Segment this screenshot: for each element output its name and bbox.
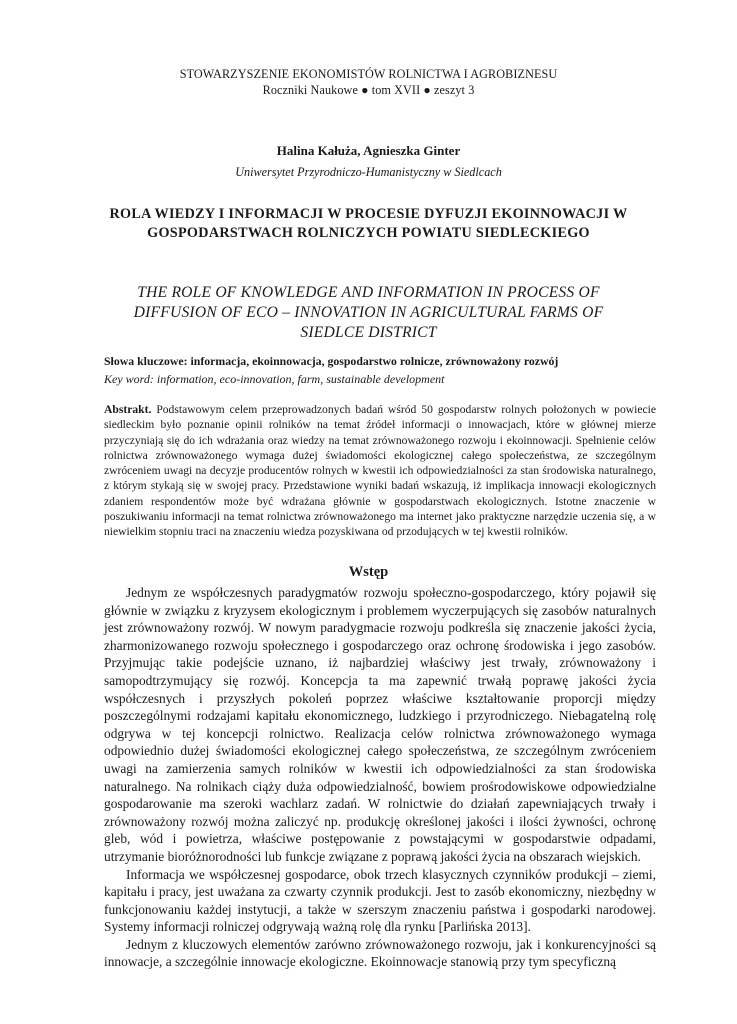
paragraph: Informacja we współczesnej gospodarce, obok trzech klasycznych czynników produkcji – ziemi, kapitału i pracy, jest uważana za czwarty czynnik produkcji. Jest to zasób ekonomiczny, niezbędny w funkcjonowaniu każdej instytucji, a także w szerszym znaczeniu państwa i gospodarki narodowej. Systemy informacji rolniczej odgrywają ważną rolę dla rynku [Parlińska 2013]. [104, 866, 656, 935]
keywords-polish: Słowa kluczowe: informacja, ekoinnowacja, gospodarstwo rolnicze, zrównoważony rozwój [104, 354, 559, 368]
abstract [104, 402, 656, 540]
journal-header [0, 66, 737, 98]
body-text [104, 584, 656, 971]
paragraph: Jednym ze współczesnych paradygmatów rozwoju społeczno-gospodarczego, który pojawił się głównie w związku z kryzysem ekologicznym i problemem wyczerpujących się zasobów naturalnych jest zrównoważony rozwój. W nowym paradygmacie rozwoju podkreśla się znaczenie jakości życia, zharmonizowanego rozwoju społecznego i gospodarczego oraz ochronę środowiska i jego zasobów. Przyjmując takie podejście uznano, iż najbardziej właściwy jest trwały, zrównoważony i samopodtrzymujący się rozwój. Koncepcja ta ma zapewnić trwałą poprawę jakości życia współczesnych i przyszłych pokoleń poprzez właściwe kształtowanie proporcji między poszczególnymi rodzajami kapitału ekonomicznego, ludzkiego i przyrodniczego. Niebagatelną rolę odgrywa w tej koncepcji rolnictwo. Realizacja celów rolnictwa zrównoważonego wymaga odpowiednio dużej świadomości ekologicznej całego społeczeństwa, ze szczególnym zwróceniem uwagi na zamierzenia samych rolników w kwestii ich odpowiedzialności za stan środowiska naturalnego. Na rolnikach ciąży duża odpowiedzialność, bowiem prośrodowiskowe odpowiedzialne gospodarowanie ma szeroki wachlarz zadań. W rolnictwie do działań zapewniających trwały i zrównoważony rozwój można zaliczyć np. produkcję określonej jakości i ilości żywności, ochronę gleb, wód i powietrza, właściwe postępowanie z powstającymi w gospodarstwie odpadami, utrzymanie bioróżnorodności lub funkcje związane z poprawą jakości życia na obszarach wiejskich. [104, 585, 656, 864]
section-heading: Wstęp [348, 564, 389, 580]
keywords-english: Key word: information, eco-innovation, farm, sustainable development [104, 372, 445, 386]
authors: Halina Kałuża, Agnieszka Ginter [276, 143, 461, 158]
title-polish: ROLA WIEDZY I INFORMACJI W PROCESIE DYFUZJI EKOINNOWACJI W GOSPODARSTWACH ROLNICZYCH POWIATU SIEDLECKIEGO [109, 206, 628, 241]
paragraph: Jednym z kluczowych elementów zarówno zrównoważonego rozwoju, jak i konkurencyjności są innowacje, a szczególnie innowacje ekologiczne. Ekoinnowacje stanowią przy tym specyficzną [104, 936, 656, 970]
abstract-label: Abstrakt. [104, 403, 152, 416]
affiliation: Uniwersytet Przyrodniczo-Humanistyczny w Siedlcach [235, 165, 502, 179]
title-english: THE ROLE OF KNOWLEDGE AND INFORMATION IN PROCESS OF DIFFUSION OF ECO – INNOVATION IN AGRICULTURAL FARMS OF SIEDLCE DISTRICT [133, 284, 604, 341]
abstract-text: Podstawowym celem przeprowadzonych badań wśród 50 gospodarstw rolnych położonych w powiecie siedleckim było poznanie opinii rolników na temat źródeł informacji o innowacjach, które w głównej mierze przyczyniają się do ich wdrażania oraz wiedzy na temat zrównoważonego rozwoju i ekoinnowacji. Spełnienie celów rolnictwa zrównoważonego wymaga dużej świadomości ekologicznej całego społeczeństwa, ze szczególnym zwróceniem uwagi na decyzje producentów rolnych w kwestii ich odpowiedzialności za stan środowiska naturalnego, z którym stykają się w swojej pracy. Przedstawione wyniki badań wskazują, iż implikacja innowacji ekologicznych zdaniem respondentów może być wdrażana głównie w gospodarstwach ekologicznych. Istotne znaczenie w poszukiwaniu informacji na temat rolnictwa zrównoważonego ma internet jako praktyczne narzędzie uczenia się, a w niewielkim stopniu traci na znaczeniu wiedza pozyskiwana od przodujących w tej kwestii rolników. [104, 403, 656, 539]
journal-series: Roczniki Naukowe ● tom XVII ● zeszyt 3 [262, 83, 475, 97]
association-name: STOWARZYSZENIE EKONOMISTÓW ROLNICTWA I AGROBIZNESU [179, 67, 558, 81]
